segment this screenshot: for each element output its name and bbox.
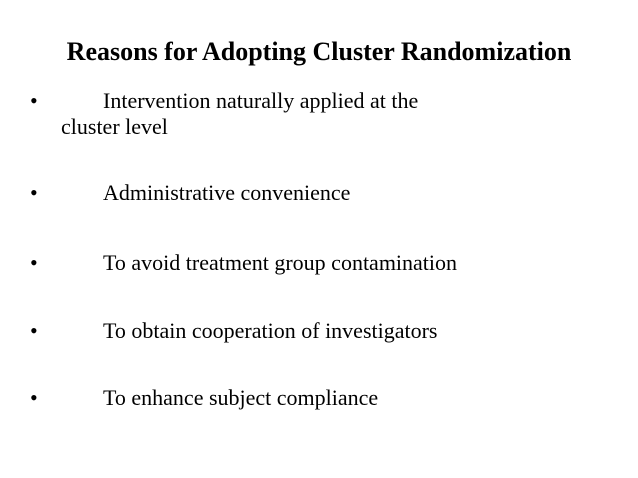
bullet-text: To enhance subject compliance	[103, 385, 379, 410]
bullet-dot: •	[30, 180, 38, 205]
bullet-dot: •	[30, 385, 38, 410]
bullet-text: Administrative convenience	[103, 180, 351, 205]
bullet-text: To obtain cooperation of investigators	[103, 318, 438, 343]
bullet-dot: •	[30, 88, 38, 113]
bullet-text: To avoid treatment group contamination	[103, 250, 458, 275]
slide-title: Reasons for Adopting Cluster Randomization	[66, 37, 572, 66]
bullet-text: Intervention naturally applied at the	[103, 88, 419, 113]
bullet-text-continuation: cluster level	[61, 114, 168, 139]
bullet-dot: •	[30, 318, 38, 343]
bullet-dot: •	[30, 250, 38, 275]
